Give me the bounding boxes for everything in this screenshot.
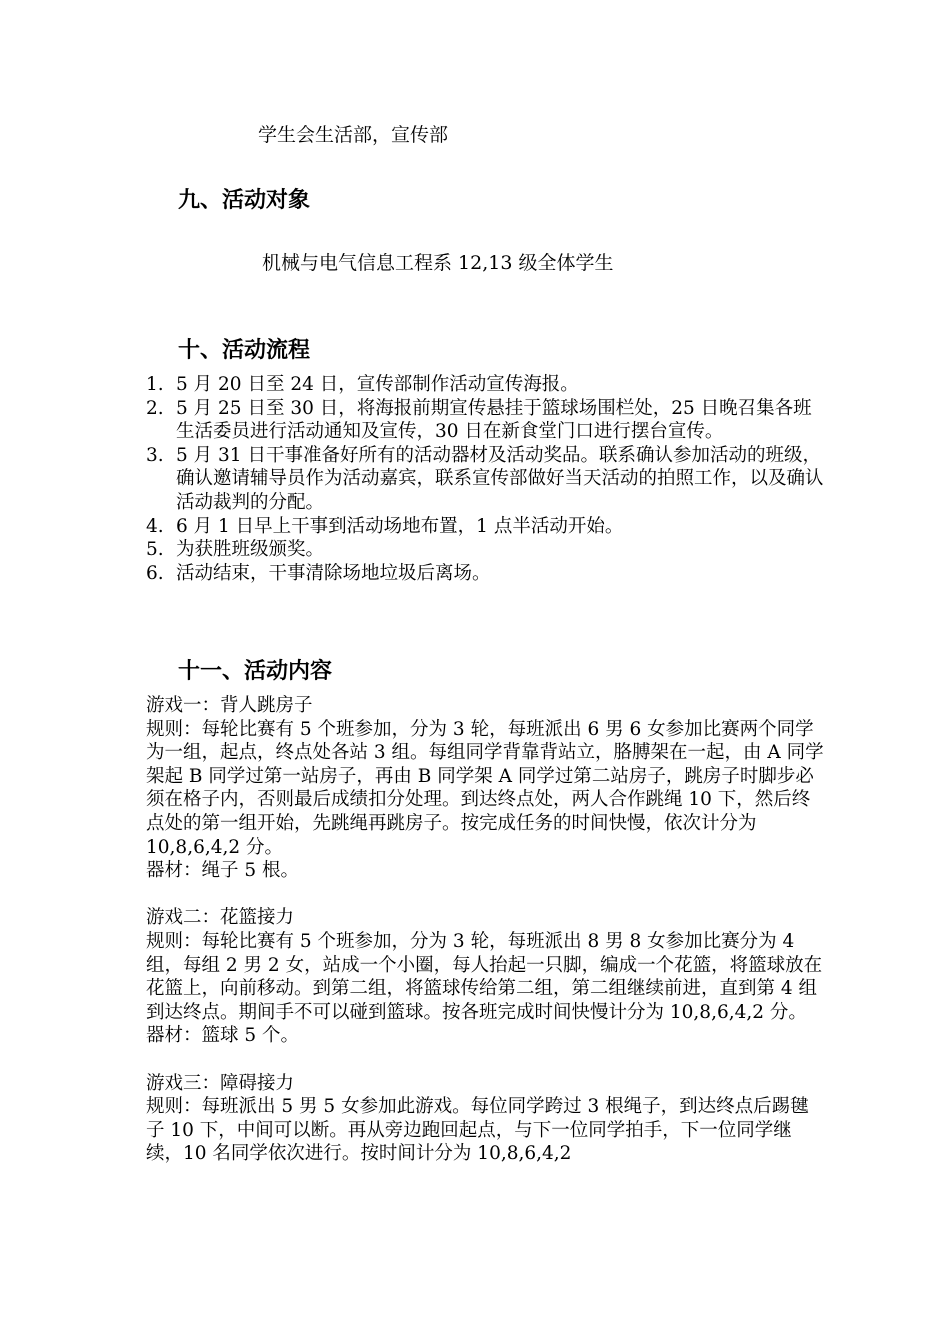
game-block (146, 1072, 826, 1166)
step-text: 活动结束，干事清除场地垃圾后离场。 (176, 562, 491, 584)
step-text: 为获胜班级颁奖。 (176, 539, 325, 561)
activity-steps-list (146, 373, 826, 585)
step-number: 4. (146, 515, 164, 537)
step-text: 5 月 25 日至 30 日，将海报前期宣传悬挂于篮球场围栏处，25 日晚召集各班生活委员进行活动通知及宣传，30 日在新食堂门口进行摆台宣传。 (176, 397, 812, 443)
step-text: 5 月 20 日至 24 日，宣传部制作活动宣传海报。 (176, 374, 579, 395)
step-item (146, 373, 826, 397)
step-number: 3. (146, 444, 164, 466)
step-number: 2. (146, 397, 164, 419)
step-text: 6 月 1 日早上干事到活动场地布置，1 点半活动开始。 (176, 515, 624, 537)
section-10-heading: 十、活动流程 (178, 338, 311, 363)
step-item (146, 444, 826, 515)
step-item (146, 397, 826, 444)
game-name: 游戏一：背人跳房子 (146, 695, 313, 716)
activity-target: 机械与电气信息工程系 12,13 级全体学生 (262, 252, 614, 274)
section-11-heading: 十一、活动内容 (178, 659, 333, 684)
section-9-heading: 九、活动对象 (178, 188, 311, 213)
game-rules: 规则：每轮比赛有 5 个班参加，分为 3 轮，每班派出 6 男 6 女参加比赛两个同学为一组，起点，终点处各站 3 组。每组同学背靠背站立，胳膊架在一起，由 A 同学架起 B 同学过第一站房子，再由 B 同学架 A 同学过第二站房子，跳房子时脚步必须在格子内，否则最后成绩扣分处理。到达终点处，两人合作跳绳 10 下，然后终点处的第一组开始，先跳绳再跳房子。按完成任务的时间快慢，依次计分为 10,8,6,4,2 分。 (146, 718, 824, 858)
game-block (146, 906, 826, 1048)
step-number: 5. (146, 539, 164, 561)
organizer-line: 学生会生活部，宣传部 (258, 124, 449, 146)
game-equipment: 器材：篮球 5 个。 (146, 1025, 300, 1047)
game-block (146, 694, 826, 883)
game-rules: 规则：每班派出 5 男 5 女参加此游戏。每位同学跨过 3 根绳子，到达终点后踢毽子 10 下，中间可以断。再从旁边跑回起点，与下一位同学拍手，下一位同学继续，10 名同学依次进行。按时间计分为 10,8,6,4,2 (146, 1096, 809, 1165)
step-text: 5 月 31 日干事准备好所有的活动器材及活动奖品。联系确认参加活动的班级，确认邀请辅导员作为活动嘉宾，联系宣传部做好当天活动的拍照工作，以及确认活动裁判的分配。 (176, 444, 824, 513)
game-name: 游戏三：障碍接力 (146, 1072, 295, 1094)
step-item (146, 562, 826, 586)
step-item (146, 515, 826, 539)
activity-content (146, 694, 826, 1189)
game-rules: 规则：每轮比赛有 5 个班参加，分为 3 轮，每班派出 8 男 8 女参加比赛分为 4 组，每组 2 男 2 女，站成一个小圈，每人抬起一只脚，编成一个花篮，将篮球放在花篮上，向前移动。到第二组，将篮球传给第二组，第二组继续前进，直到第 4 组到达终点。期间手不可以碰到篮球。按各班完成时间快慢计分为 10,8,6,4,2 分。 (146, 930, 823, 1023)
step-number: 6. (146, 562, 164, 584)
step-item (146, 538, 826, 562)
step-number: 1. (146, 374, 164, 395)
game-equipment: 器材：绳子 5 根。 (146, 860, 300, 882)
game-name: 游戏二：花篮接力 (146, 907, 295, 929)
